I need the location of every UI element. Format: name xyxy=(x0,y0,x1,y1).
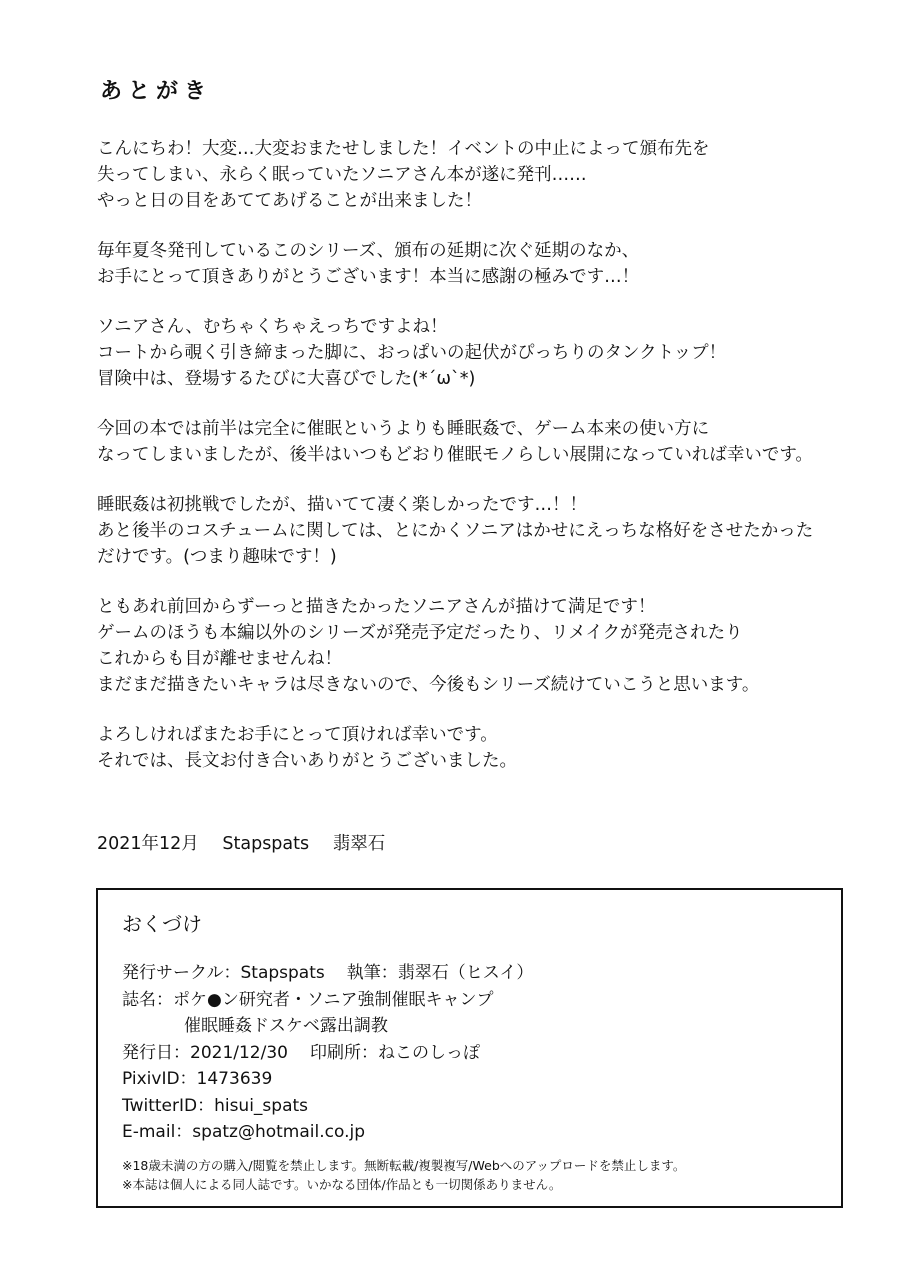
text-line: コートから覗く引き締まった脚に、おっぱいの起伏がぴっちりのタンクトップ！ xyxy=(97,343,727,363)
paragraph-5 xyxy=(97,492,837,570)
text-line: こんにちわ！大変…大変おまたせしました！イベントの中止によって頒布先を xyxy=(97,139,710,159)
note-age-restriction: ※18歳未満の方の購入/閲覧を禁止します。無断転載/複製複写/Webへのアップロードを禁止します。 xyxy=(122,1158,686,1173)
text-line: なってしまいましたが、後半はいつもどおり催眠モノらしい展開になっていれば幸いです。 xyxy=(97,445,813,465)
paragraph-1 xyxy=(97,136,837,214)
afterword-heading: あとがき xyxy=(100,79,213,104)
colophon-row-dates xyxy=(122,1040,822,1067)
colophon-row-title: 誌名：ポケ●ン研究者・ソニア強制催眠キャンプ xyxy=(122,989,494,1010)
publish-date: 発行日：2021/12/30 xyxy=(122,1042,288,1063)
signature xyxy=(97,831,403,857)
note-disclaimer: ※本誌は個人による同人誌です。いかなる団体/作品とも一切関係ありません。 xyxy=(122,1177,562,1192)
paragraph-2 xyxy=(97,238,837,290)
colophon-title: おくづけ xyxy=(122,912,202,936)
colophon-row-title-cont: 催眠睡姦ドスケベ露出調教 xyxy=(184,1016,388,1036)
printer-name: 印刷所：ねこのしっぽ xyxy=(309,1042,480,1063)
text-line: 今回の本では前半は完全に催眠というよりも睡眠姦で、ゲーム本来の使い方に xyxy=(97,419,710,439)
text-line: まだまだ描きたいキャラは尽きないので、今後もシリーズ続けていこうと思います。 xyxy=(97,675,760,695)
text-line: あと後半のコスチュームに関しては、とにかくソニアはかせにえっちな格好をさせたかった xyxy=(97,521,814,541)
paragraph-3 xyxy=(97,314,837,392)
text-line: 失ってしまい、永らく眠っていたソニアさん本が遂に発刊…… xyxy=(97,165,587,185)
text-line: やっと日の目をあててあげることが出来ました！ xyxy=(97,191,482,211)
text-line: ゲームのほうも本編以外のシリーズが発売予定だったり、リメイクが発売されたり xyxy=(97,623,743,643)
text-line: 毎年夏冬発刊しているこのシリーズ、頒布の延期に次ぐ延期のなか、 xyxy=(97,241,640,261)
colophon-row-pixiv: PixivID：1473639 xyxy=(122,1069,273,1089)
writer-name: 執筆：翡翠石（ヒスイ） xyxy=(346,963,534,983)
text-line: ソニアさん、むちゃくちゃえっちですよね！ xyxy=(97,317,448,337)
text-line: 睡眠姦は初挑戦でしたが、描いてて凄く楽しかったです…！！ xyxy=(97,495,587,515)
signature-author: 翡翠石 xyxy=(332,834,386,854)
text-line: それでは、長文お付き合いありがとうございました。 xyxy=(97,751,517,771)
colophon-row-circle xyxy=(122,960,822,987)
colophon-row-twitter: TwitterID：hisui_spats xyxy=(122,1095,309,1116)
text-line: よろしければまたお手にとって頂ければ幸いです。 xyxy=(97,725,498,745)
colophon-row-email: E-mail：spatz@hotmail.co.jp xyxy=(122,1122,365,1142)
circle-name: 発行サークル：Stapspats xyxy=(122,963,325,983)
signature-circle: Stapspats xyxy=(222,834,310,854)
paragraph-7 xyxy=(97,722,837,774)
colophon-details xyxy=(122,960,822,1146)
paragraph-6 xyxy=(97,594,837,698)
colophon-box xyxy=(96,888,843,1208)
paragraph-4 xyxy=(97,416,837,468)
text-line: お手にとって頂きありがとうございます！本当に感謝の極みです…！ xyxy=(97,267,640,287)
afterword-body xyxy=(97,136,837,798)
text-line: ともあれ前回からずーっと描きたかったソニアさんが描けて満足です！ xyxy=(97,597,656,617)
colophon-notes xyxy=(122,1156,832,1194)
signature-date: 2021年12月 xyxy=(97,834,199,854)
text-line: だけです。(つまり趣味です！) xyxy=(97,547,337,567)
text-line: 冒険中は、登場するたびに大喜びでした(*´ω`*) xyxy=(97,369,476,389)
text-line: これからも目が離せませんね！ xyxy=(97,649,342,669)
